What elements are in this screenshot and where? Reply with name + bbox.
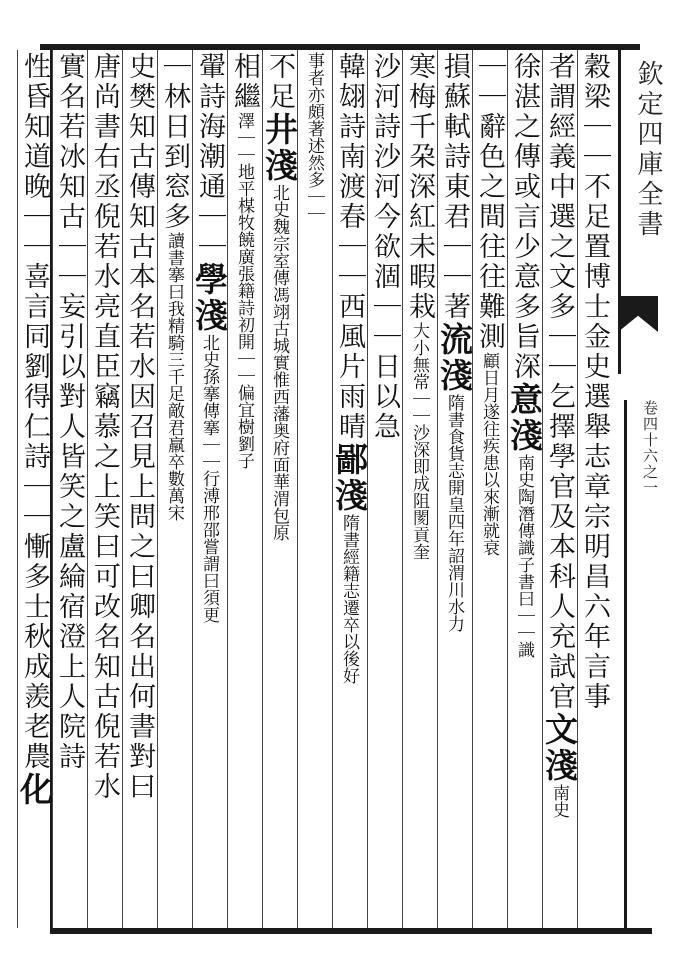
text-column bbox=[505, 52, 544, 924]
text-column bbox=[15, 52, 54, 924]
text-column bbox=[578, 52, 611, 924]
body-text: 沙河詩沙河今欲涸｜｜日以急 bbox=[369, 52, 400, 442]
source-note: 北史魏宗室傳馮翊古城實惟西藩奥府面華渭包原 bbox=[269, 184, 289, 541]
source-note: 隋書食貨志開皇四年詔渭川水力 bbox=[444, 394, 464, 632]
source-note: 隋書經籍志遷卒以後好 bbox=[339, 514, 359, 684]
frame-top-border bbox=[40, 44, 640, 50]
text-column bbox=[473, 52, 506, 924]
body-text: 唐尚書右丞倪若水亮直臣竊慕之上笑曰可改名知古倪若水 bbox=[89, 52, 120, 802]
source-note: 事者亦頗著述然多｜｜ bbox=[304, 52, 324, 222]
body-text: ｜｜辭色之間往往難測 bbox=[474, 52, 505, 352]
text-column bbox=[190, 52, 229, 924]
text-column bbox=[158, 52, 191, 924]
body-text: ｜林日到窓多 bbox=[159, 52, 190, 232]
text-column bbox=[123, 52, 156, 924]
body-text: 損蘇軾詩東君｜｜著 bbox=[439, 52, 470, 322]
source-note: 大小無常｜｜沙深即成阻閡貢奎 bbox=[409, 322, 429, 560]
text-column bbox=[403, 52, 436, 924]
text-column bbox=[330, 52, 369, 924]
source-note: 南史陶潛傳識子書曰｜｜識 bbox=[514, 454, 534, 658]
headword: 井淺 bbox=[260, 112, 299, 184]
body-text: 韓翃詩南渡春｜｜西風片雨晴 bbox=[334, 52, 365, 442]
text-column bbox=[228, 52, 261, 924]
frame-bottom-border bbox=[52, 928, 652, 934]
text-column bbox=[53, 52, 86, 924]
text-column bbox=[368, 52, 401, 924]
body-text: 穀梁｜｜不足置博士金史選舉志章宗明昌六年言事 bbox=[579, 52, 610, 712]
headword: 流淺 bbox=[435, 322, 474, 394]
body-text: 不足 bbox=[264, 52, 295, 112]
fishtail-marker bbox=[618, 296, 658, 332]
body-text: 者謂經義中選之文多｜｜乞擇學官及本科人充試官 bbox=[544, 52, 575, 712]
banxin-title: 欽定四庫全書 bbox=[633, 60, 663, 240]
headword: 意淺 bbox=[505, 382, 544, 454]
body-text: 寒梅千朶深紅未暇栽 bbox=[404, 52, 435, 322]
frame-right-border-lower bbox=[624, 400, 627, 934]
text-column bbox=[260, 52, 299, 924]
source-note: 顧日月遂往疾患以來漸就衰 bbox=[479, 352, 499, 556]
banxin-volume-label: 卷四十六之一 bbox=[641, 400, 659, 496]
source-note: 南史 bbox=[549, 784, 569, 818]
text-column bbox=[540, 52, 579, 924]
headword: 化 bbox=[15, 772, 54, 808]
source-note: 澤｜｜地平楳牧饒廣張籍詩初開｜｜偏宜樹劉子 bbox=[234, 112, 254, 469]
body-text: 性昏知道晚｜｜喜言同劉得仁詩｜｜慚多士秋成羨老農 bbox=[19, 52, 50, 772]
body-text: 實名若冰知古｜｜妄引以對人皆笑之盧綸宿澄上人院詩 bbox=[54, 52, 85, 772]
body-text: 徐湛之傳或言少意多旨深 bbox=[509, 52, 540, 382]
source-note: 讀書搴曰我精騎三千足敵君羸卒數萬宋 bbox=[164, 232, 184, 521]
headword: 學淺 bbox=[190, 262, 229, 334]
headword: 文淺 bbox=[540, 712, 579, 784]
headword: 鄙淺 bbox=[330, 442, 369, 514]
text-column bbox=[435, 52, 474, 924]
source-note: 北史孫搴傳搴｜｜行溥邢邵嘗謂曰須更 bbox=[199, 334, 219, 623]
text-column bbox=[88, 52, 121, 924]
body-text: 相繼 bbox=[229, 52, 260, 112]
body-text: 史樊知古傳知古本名若水因召見上問之曰卿名出何書對曰 bbox=[124, 52, 155, 802]
body-text: 翬詩海潮通｜｜ bbox=[194, 52, 225, 262]
text-column bbox=[298, 52, 331, 924]
